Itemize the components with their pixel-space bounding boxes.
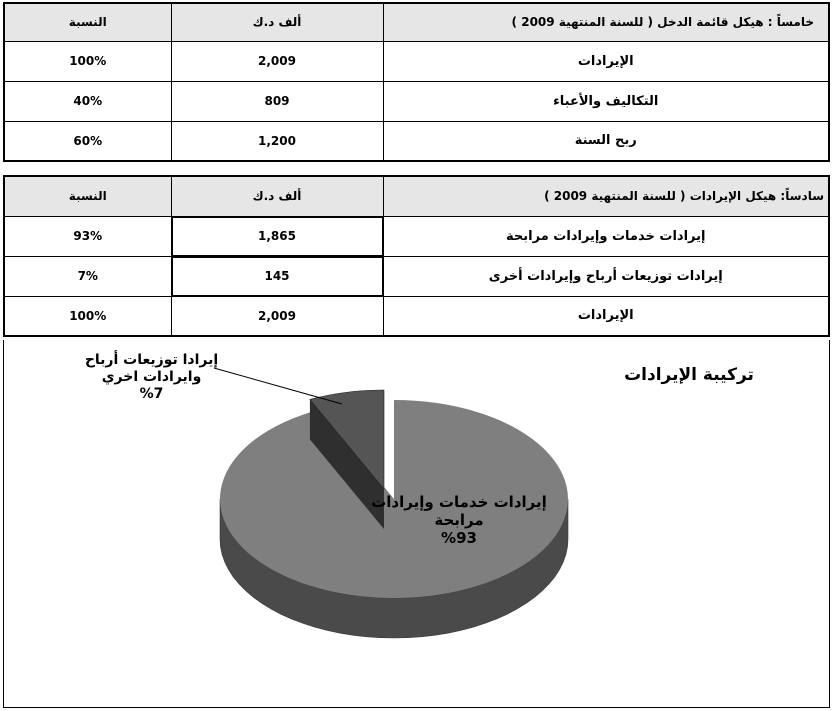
amount-cell: 1,865 <box>171 216 383 256</box>
ratio-cell: 100% <box>4 296 171 336</box>
slice-value-label: %7 <box>139 386 164 402</box>
income-table-title: خامساً : هيكل قائمة الدخل ( للسنة المنتهية 2009 ) <box>383 3 829 41</box>
table-header-row <box>4 3 829 41</box>
row-label: إيرادات توزيعات أرباح وإيرادات أخرى <box>383 256 829 296</box>
table-header-row <box>4 176 829 216</box>
ratio-cell: 7% <box>4 256 171 296</box>
ratio-column-header: النسبة <box>4 176 171 216</box>
row-label: التكاليف والأعباء <box>383 81 829 121</box>
ratio-cell: 60% <box>4 121 171 161</box>
table-row <box>4 256 829 296</box>
slice-label-dividends <box>74 352 229 403</box>
amount-cell: 2,009 <box>171 41 383 81</box>
slice-label-line2: وايرادات اخري <box>101 369 202 385</box>
row-label: الإيرادات <box>383 41 829 81</box>
table-row <box>4 81 829 121</box>
table-row <box>4 41 829 81</box>
table-row <box>4 296 829 336</box>
table-row <box>4 216 829 256</box>
chart-title: تركيبة الإيرادات <box>624 365 754 385</box>
slice-label-services <box>364 493 554 547</box>
amount-cell: 145 <box>171 256 383 296</box>
slice-label-line2: مرابحة <box>434 511 484 529</box>
revenue-table-title: سادساً: هيكل الإيرادات ( للسنة المنتهية 2009 ) <box>383 176 829 216</box>
amount-cell: 1,200 <box>171 121 383 161</box>
amount-column-header: ألف د.ك <box>171 176 383 216</box>
amount-column-header: ألف د.ك <box>171 3 383 41</box>
income-structure-table <box>3 2 830 162</box>
ratio-cell: 40% <box>4 81 171 121</box>
amount-cell: 2,009 <box>171 296 383 336</box>
ratio-cell: 100% <box>4 41 171 81</box>
leader-line <box>214 368 342 404</box>
row-label: الإيرادات <box>383 296 829 336</box>
ratio-column-header: النسبة <box>4 3 171 41</box>
ratio-cell: 93% <box>4 216 171 256</box>
slice-label-line1: إيرادا توزيعات أرباح <box>84 352 219 368</box>
slice-value-label: %93 <box>441 529 477 547</box>
amount-cell: 809 <box>171 81 383 121</box>
row-label: إيرادات خدمات وإيرادات مرابحة <box>383 216 829 256</box>
row-label: ربح السنة <box>383 121 829 161</box>
slice-label-line1: إيرادات خدمات وإيرادات <box>371 493 547 511</box>
revenue-pie-chart <box>3 340 830 708</box>
table-row <box>4 121 829 161</box>
revenue-structure-table <box>3 175 830 337</box>
